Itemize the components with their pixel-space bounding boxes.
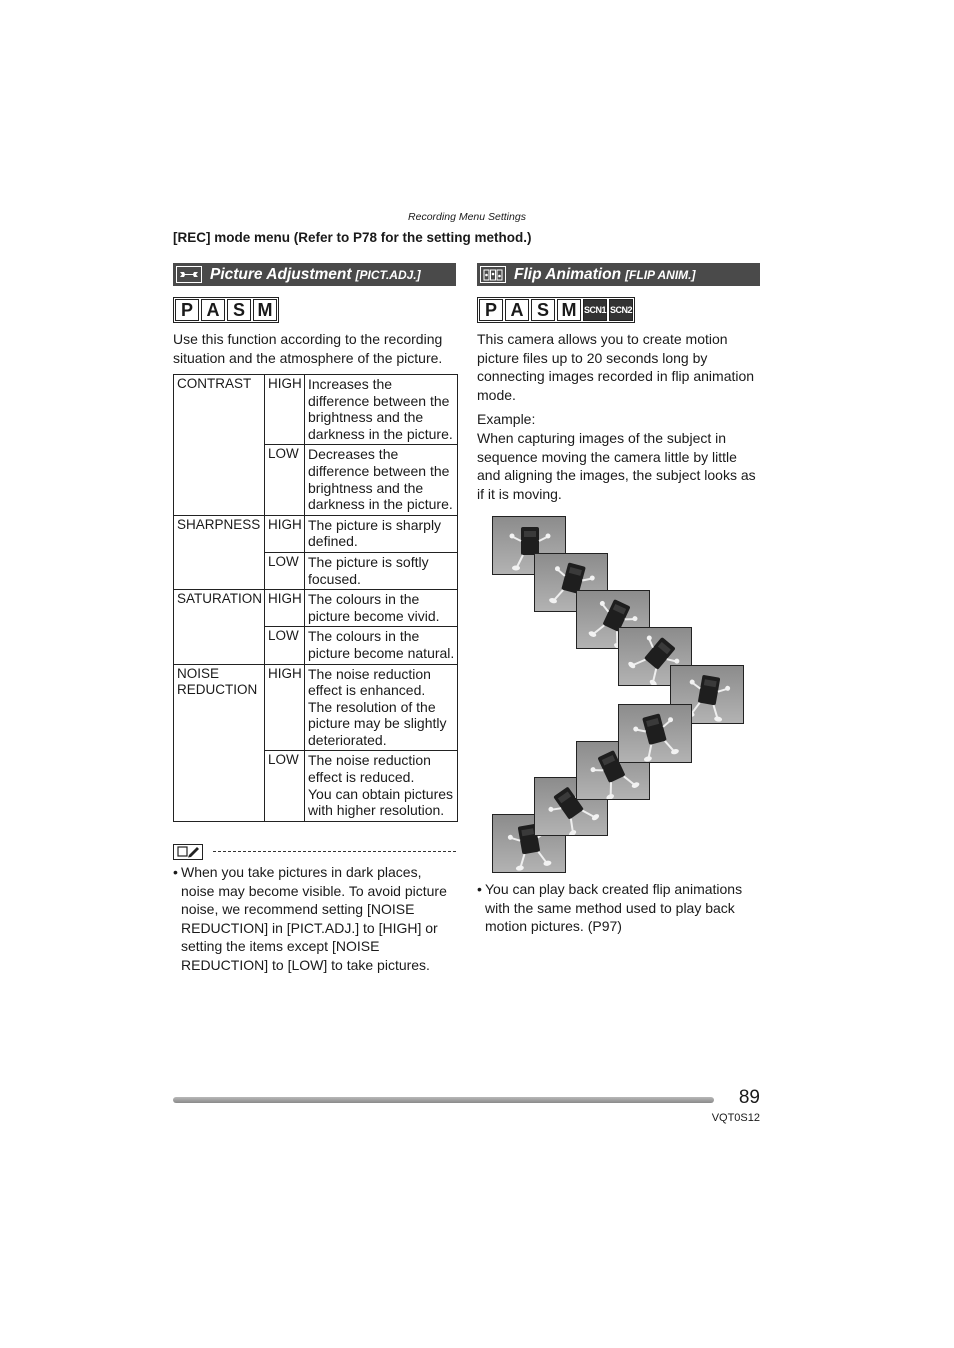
setting-item: CONTRAST: [174, 375, 265, 516]
wrench-icon: [176, 266, 202, 283]
flip-animation-subtitle: [FLIP ANIM.]: [625, 267, 696, 282]
setting-item: SATURATION: [174, 590, 265, 664]
setting-level: HIGH: [265, 515, 305, 552]
pict-adj-note-text: When you take pictures in dark places, noise may become visible. To avoid picture noise, we recommend setting [NOISE REDUCTION] in [PICT.ADJ.] to [HIGH] or setting the items except [NOISE REDUCTION] to [LOW] to take pictures.: [181, 864, 447, 973]
picture-adjustment-heading: [173, 263, 456, 286]
mode-m-icon: M: [557, 299, 581, 321]
flip-anim-note: [477, 880, 762, 936]
flip-animation-icon: [480, 266, 506, 283]
setting-description: Increases the difference between the brightness and the darkness in the picture.: [305, 375, 458, 445]
flip-animation-title: Flip Animation: [514, 265, 622, 283]
rec-menu-title: [REC] mode menu (Refer to P78 for the setting method.): [173, 230, 532, 245]
setting-level: LOW: [265, 627, 305, 664]
mode-p-icon: P: [175, 299, 199, 321]
footer-bar: [173, 1097, 714, 1103]
flip-anim-note-text: You can play back created flip animations with the same method used to play back motion pictures. (P97): [485, 881, 743, 934]
mode-a-icon: A: [201, 299, 225, 321]
setting-item: SHARPNESS: [174, 515, 265, 589]
setting-level: HIGH: [265, 375, 305, 445]
setting-description: The colours in the picture become vivid.: [305, 590, 458, 627]
mode-s-icon: S: [531, 299, 555, 321]
setting-level: LOW: [265, 445, 305, 515]
table-row: [174, 375, 458, 445]
running-header: Recording Menu Settings: [408, 211, 526, 223]
mode-a-icon: A: [505, 299, 529, 321]
mode-s-icon: S: [227, 299, 251, 321]
setting-level: HIGH: [265, 590, 305, 627]
setting-level: LOW: [265, 552, 305, 589]
setting-description: The colours in the picture become natural.: [305, 627, 458, 664]
mode-scn1-icon: SCN1: [583, 299, 607, 321]
picture-adjustment-subtitle: [PICT.ADJ.]: [355, 267, 421, 282]
flip-anim-mode-icons: [477, 297, 635, 323]
note-pencil-icon: [173, 844, 203, 860]
pict-adj-note: [173, 863, 458, 974]
flip-animation-heading: [477, 263, 760, 286]
pict-adj-mode-icons: [173, 297, 279, 323]
table-row: [174, 515, 458, 552]
setting-description: The picture is sharply defined.: [305, 515, 458, 552]
pict-adj-settings-table: [173, 374, 458, 822]
setting-level: LOW: [265, 751, 305, 821]
flip-anim-intro: This camera allows you to create motion picture files up to 20 seconds long by connecting images recorded in flip animation mode.: [477, 331, 755, 403]
bullet-icon: •: [173, 864, 178, 880]
setting-description: Decreases the difference between the brightness and the darkness in the picture.: [305, 445, 458, 515]
picture-adjustment-title: Picture Adjustment: [210, 265, 352, 283]
mode-p-icon: P: [479, 299, 503, 321]
flip-anim-example-text: When capturing images of the subject in sequence moving the camera little by little and aligning the images, the subject looks as if it is moving.: [477, 430, 756, 502]
setting-item: NOISE REDUCTION: [174, 664, 265, 821]
bullet-icon: •: [477, 881, 482, 897]
pict-adj-intro: Use this function according to the recording situation and the atmosphere of the picture.: [173, 331, 443, 366]
mode-m-icon: M: [253, 299, 277, 321]
setting-description: The noise reduction effect is enhanced. The resolution of the picture may be slightly deteriorated.: [305, 664, 458, 751]
document-code: VQT0S12: [711, 1112, 760, 1124]
table-row: [174, 664, 458, 751]
mode-scn2-icon: SCN2: [609, 299, 633, 321]
setting-description: The picture is softly focused.: [305, 552, 458, 589]
flip-frame-photo: [618, 704, 692, 763]
note-divider: [213, 851, 456, 852]
flip-anim-example-label: Example:: [477, 411, 536, 427]
page-number: 89: [738, 1087, 760, 1108]
setting-level: HIGH: [265, 664, 305, 751]
table-row: [174, 590, 458, 627]
setting-description: The noise reduction effect is reduced. You can obtain pictures with higher resolution.: [305, 751, 458, 821]
